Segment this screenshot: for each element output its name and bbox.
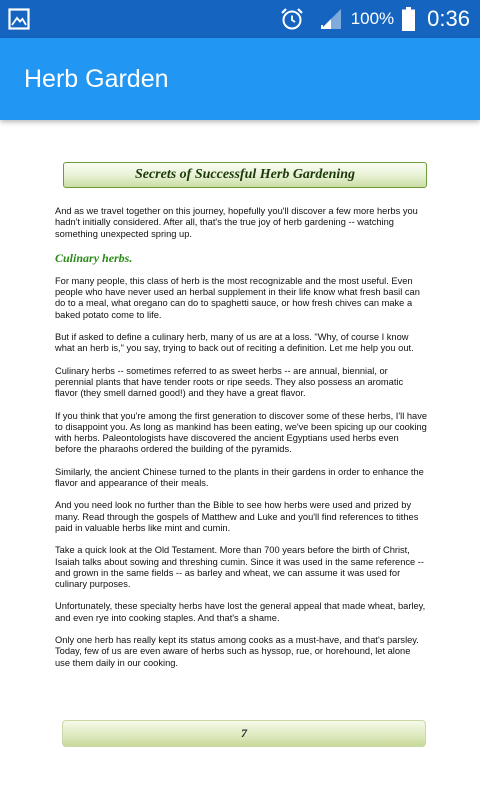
page-number: 7 <box>241 726 247 740</box>
app-bar <box>0 38 480 120</box>
paragraph: And you need look no further than the Bible to see how herbs were used and prized by many. Read through the gospels of Matthew and Luke and you'll find references to tithes paid in valuable herbs like mint and cumin. <box>55 500 419 533</box>
paragraph: Unfortunately, these specialty herbs have lost the general appeal that made wheat, barley, and even rye into cooking staples. And that's a shame. <box>55 601 426 623</box>
paragraph: Take a quick look at the Old Testament. More than 700 years before the birth of Christ, Isaiah talks about sowing and threshing cumin. Since it was used in the same reference -- and grown in the same fields -- as barley and wheat, we can assume it was used for culinary purposes. <box>55 545 424 590</box>
paragraph: Culinary herbs -- sometimes referred to as sweet herbs -- are annual, biennial, or perennial plants that have tender roots or ripe seeds. They also possess an aromatic flavor (they smell darned good!) and they have a great flavor. <box>55 365 404 399</box>
battery-percent: 100% <box>350 9 395 28</box>
paragraph: Only one herb has really kept its status among cooks as a must-have, and that's parsley. Today, few of us are even aware of herbs such as hyssop, rue, or horehound, let alone use them daily in our cooking. <box>55 635 419 668</box>
intro-paragraph: And as we travel together on this journey, hopefully you'll discover a few more herbs you hadn't initially considered. After all, that's the true joy of herb gardening -- watching something unexpected spring up. <box>55 206 418 239</box>
paragraph: If you think that you're among the first generation to discover some of these herbs, I'll have to disappoint you. As long as mankind has been eating, we've been spicing up our cooking with herbs. Paleontologists have discovered the ancient Egyptians used herbs even before the pharaohs ordered the building of the pyramids. <box>55 410 428 455</box>
signal-icon <box>319 8 343 30</box>
page-title-banner <box>63 162 427 188</box>
status-left <box>8 8 30 30</box>
paragraph: But if asked to define a culinary herb, many of us are at a loss. "Why, of course I know what an herb is," you say, trying to back out of reciting a definition. Let me help you out. <box>55 332 414 354</box>
alarm-icon <box>279 6 305 32</box>
paragraph: Similarly, the ancient Chinese turned to the plants in their gardens in order to enhance the flavor and appearance of their meals. <box>55 466 424 489</box>
page-content <box>55 206 427 669</box>
app-title: Herb Garden <box>24 64 169 93</box>
battery-icon <box>402 7 415 31</box>
gallery-icon <box>8 8 30 30</box>
clock: 0:36 <box>427 6 470 31</box>
page-footer <box>62 720 426 747</box>
section-heading: Culinary herbs. <box>55 250 133 265</box>
status-bar <box>0 0 480 38</box>
status-right <box>279 6 470 32</box>
page-title: Secrets of Successful Herb Gardening <box>134 167 356 182</box>
book-page <box>55 162 427 680</box>
paragraph: For many people, this class of herb is the most recognizable and the most useful. Even people who have never used an herbal supplement in their life know what fresh basil can do to a meal, what oregano can do to spaghetti sauce, or how fresh chives can make a baked potato come to life. <box>55 275 420 320</box>
